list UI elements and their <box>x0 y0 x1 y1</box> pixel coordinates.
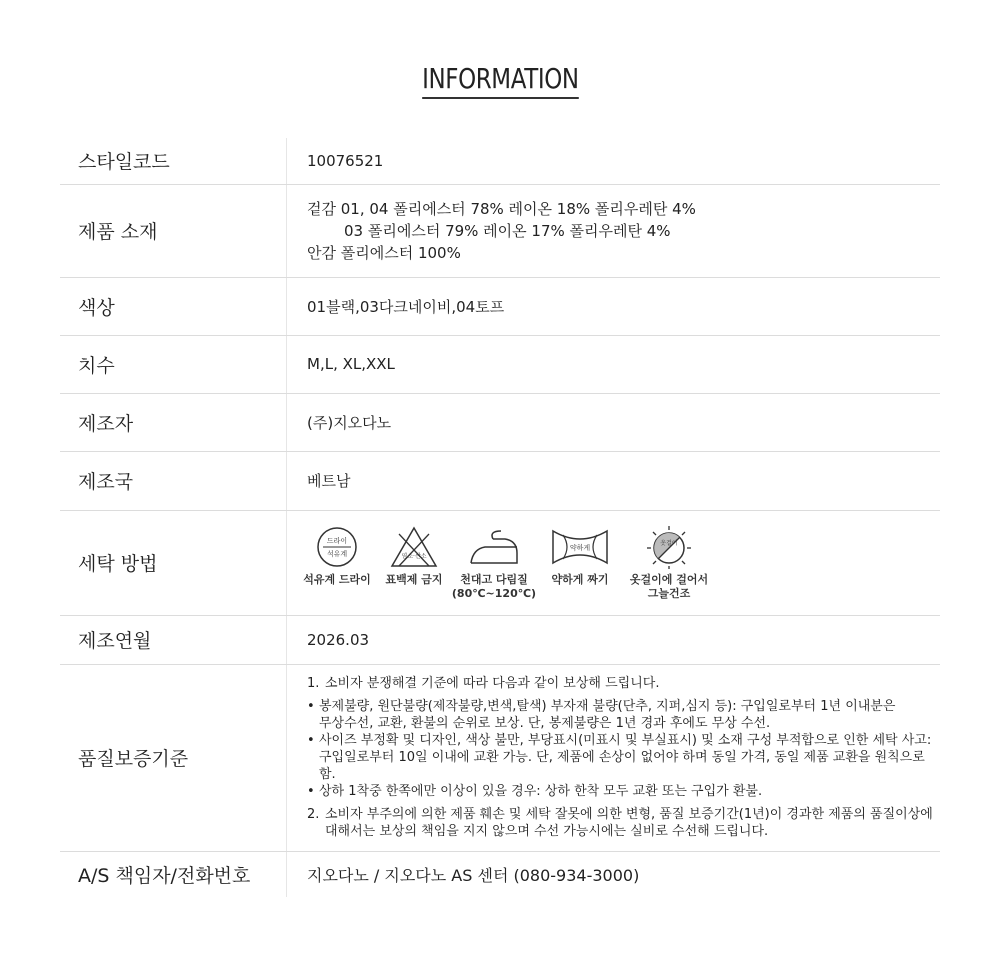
page-title: INFORMATION <box>0 62 1000 99</box>
quality-item-1-text: 소비자 분쟁해결 기준에 따라 다음과 같이 보상해 드립니다. <box>325 676 660 691</box>
no-bleach-icon <box>389 525 439 569</box>
quality-bullet-2-line1: 사이즈 부정확 및 디자인, 색상 불만, 부당표시(미표시 및 부실표시) 및 소재 구성 부적합으로 인한 세탁 사고: <box>319 733 932 748</box>
value-maker: (주)지오다노 <box>287 393 941 451</box>
label-maker: 제조자 <box>60 393 287 451</box>
product-info-table <box>60 138 940 897</box>
row-style-code <box>60 138 940 184</box>
row-maker <box>60 393 940 451</box>
value-country: 베트남 <box>287 451 941 510</box>
no-bleach-caption: 표백제 금지 <box>385 572 443 586</box>
hang-dry-caption-line2: 그늘건조 <box>647 586 691 600</box>
no-bleach-symbol: 염소·산소 <box>401 552 427 560</box>
label-style-code: 스타일코드 <box>60 138 287 184</box>
quality-bullet <box>307 698 940 732</box>
row-material <box>60 184 940 277</box>
hang-dry-symbol: 옷걸이 <box>660 539 678 547</box>
hang-dry-caption-line1: 옷걸이에 걸어서 <box>629 572 709 586</box>
value-material <box>287 184 941 277</box>
gentle-wring-caption: 약하게 짜기 <box>551 572 609 586</box>
label-quality: 품질보증기준 <box>60 664 287 851</box>
bullet-marker: • <box>307 699 315 714</box>
wash-item-iron <box>451 525 537 601</box>
iron-caption <box>452 573 536 601</box>
label-mfg-date: 제조연월 <box>60 615 287 664</box>
quality-bullet-3-line1: 상하 1착중 한쪽에만 이상이 있을 경우: 상하 한착 모두 교환 또는 구입가 환불. <box>319 784 763 799</box>
iron-caption-line2: (80℃~120℃) <box>451 586 537 600</box>
quality-text <box>307 675 940 840</box>
value-washing <box>287 510 941 615</box>
iron-icon <box>465 525 523 569</box>
dry-clean-symbol-bottom: 석유계 <box>326 549 348 558</box>
label-country: 제조국 <box>60 451 287 510</box>
row-as <box>60 851 940 897</box>
label-size: 치수 <box>60 335 287 393</box>
wash-item-dry-clean <box>297 525 377 587</box>
quality-bullet-2-line2: 구입일로부터 10일 이내에 교환 가능. 단, 제품에 손상이 없어야 하며 동일 가격, 동일 제품 교환을 원칙으로 함. <box>319 750 925 782</box>
material-line-outer: 겉감 01, 04 폴리에스터 78% 레이온 18% 폴리우레탄 4% <box>307 199 696 218</box>
bullet-marker: • <box>307 784 315 799</box>
quality-item-2-number: 2. <box>307 807 320 822</box>
row-color <box>60 277 940 335</box>
gentle-wring-symbol: 약하게 <box>569 543 591 552</box>
value-size: M,L, XL,XXL <box>287 335 941 393</box>
row-size <box>60 335 940 393</box>
dry-clean-icon <box>315 525 359 569</box>
material-line-lining: 안감 폴리에스터 100% <box>307 243 461 262</box>
bullet-marker: • <box>307 733 315 748</box>
washing-icons <box>297 511 940 615</box>
hang-dry-shade-icon <box>645 525 693 569</box>
quality-item-1 <box>307 675 940 692</box>
label-color: 색상 <box>60 277 287 335</box>
dry-clean-caption: 석유계 드라이 <box>303 572 371 586</box>
row-mfg-date <box>60 615 940 664</box>
row-quality <box>60 664 940 851</box>
quality-bullet <box>307 732 940 783</box>
value-mfg-date: 2026.03 <box>287 615 941 664</box>
quality-item-1-number: 1. <box>307 676 320 691</box>
row-washing <box>60 510 940 615</box>
gentle-wring-icon <box>549 525 611 569</box>
wash-item-hang-dry <box>623 525 715 601</box>
quality-bullet <box>307 783 940 800</box>
wash-item-gentle-wring <box>537 525 623 587</box>
label-material: 제품 소재 <box>60 184 287 277</box>
value-style-code: 10076521 <box>287 138 941 184</box>
quality-item-2 <box>307 806 940 840</box>
label-washing: 세탁 방법 <box>60 510 287 615</box>
value-color: 01블랙,03다크네이비,04토프 <box>287 277 941 335</box>
quality-bullet-1-line1: 봉제불량, 원단불량(제작불량,변색,탈색) 부자재 불량(단추, 지퍼,심지 등): 구입일로부터 1년 이내분은 <box>319 699 896 714</box>
quality-item-2-line2: 대해서는 보상의 책임을 지지 않으며 수선 가능시에는 실비로 수선해 드립니다. <box>325 824 769 839</box>
iron-caption-line1: 천대고 다림질 <box>460 572 528 586</box>
dry-clean-symbol-top: 드라이 <box>326 536 348 545</box>
value-quality <box>287 664 941 851</box>
hang-dry-caption <box>630 573 708 601</box>
value-as: 지오다노 / 지오다노 AS 센터 (080-934-3000) <box>307 865 640 885</box>
quality-bullet-1-line2: 무상수선, 교환, 환불의 순위로 보상. 단, 봉제불량은 1년 경과 후에도 무상 수선. <box>319 716 771 731</box>
material-line-outer-03: 03 폴리에스터 79% 레이온 17% 폴리우레탄 4% <box>344 221 671 240</box>
wash-item-no-bleach <box>377 525 451 587</box>
row-country <box>60 451 940 510</box>
label-as: A/S 책임자/전화번호 <box>60 851 287 897</box>
quality-item-2-line1: 소비자 부주의에 의한 제품 훼손 및 세탁 잘못에 의한 변형, 품질 보증기간(1년)이 경과한 제품의 품질이상에 <box>325 807 933 822</box>
